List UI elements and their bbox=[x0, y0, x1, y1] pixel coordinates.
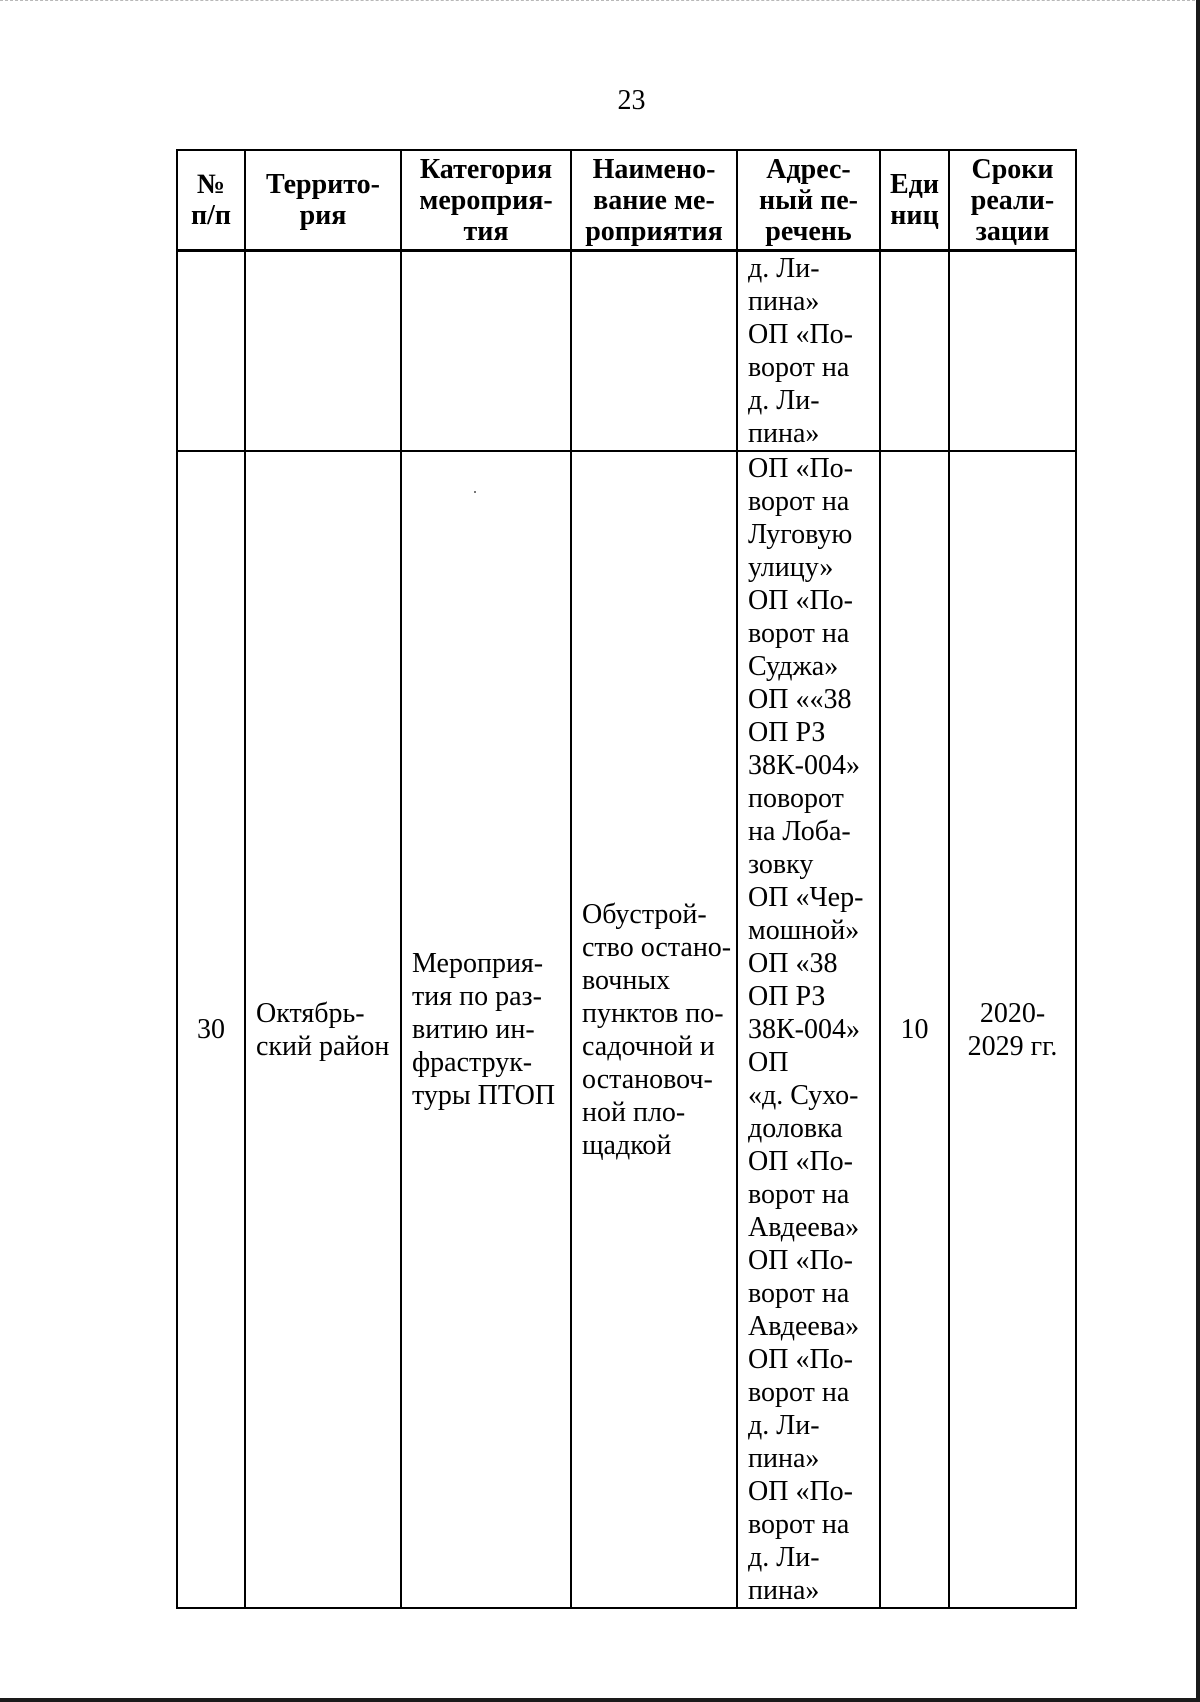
cell-number: 30 bbox=[177, 451, 245, 1608]
cell-units: 10 bbox=[880, 451, 949, 1608]
cell-terms bbox=[949, 251, 1076, 452]
header-number: № п/п bbox=[177, 150, 245, 251]
table-header-row bbox=[177, 150, 1076, 251]
cell-terms: 2020- 2029 гг. bbox=[949, 451, 1076, 1608]
cell-territory bbox=[245, 251, 401, 452]
header-terms: Сроки реали- зации bbox=[949, 150, 1076, 251]
header-units: Еди ниц bbox=[880, 150, 949, 251]
cell-name bbox=[571, 251, 737, 452]
cell-address: ОП «По- ворот на Луговую улицу» ОП «По- ворот на Суджа» ОП ««38 ОП РЗ 38К-004» поворот на Лоба- зовку ОП «Чер- мошной» ОП «38 ОП РЗ 38К-004» ОП «д. Сухо- доловка ОП «По- ворот на Авдеева» ОП «По- ворот на Авдеева» ОП «По- ворот на д. Ли- пина» ОП «По- ворот на д. Ли- пина» bbox=[737, 451, 880, 1608]
header-category: Категория мероприя- тия bbox=[401, 150, 571, 251]
scan-right-edge bbox=[1196, 0, 1200, 1702]
table-row-continuation bbox=[177, 251, 1076, 452]
scan-bottom-edge bbox=[0, 1698, 1200, 1702]
header-territory: Террито- рия bbox=[245, 150, 401, 251]
scan-top-edge bbox=[0, 0, 1200, 4]
cell-number bbox=[177, 251, 245, 452]
cell-name: Обустрой- ство остано- вочных пунктов по- садочной и остановоч- ной пло- щадкой bbox=[571, 451, 737, 1608]
page-number: 23 bbox=[617, 85, 646, 116]
measures-table bbox=[176, 149, 1077, 1609]
header-address: Адрес- ный пе- речень bbox=[737, 150, 880, 251]
cell-address: д. Ли- пина» ОП «По- ворот на д. Ли- пина» bbox=[737, 251, 880, 452]
cell-units bbox=[880, 251, 949, 452]
cell-territory: Октябрь- ский район bbox=[245, 451, 401, 1608]
cell-category: Мероприя- тия по раз- витию ин- фраструк- туры ПТОП bbox=[401, 451, 571, 1608]
cell-category bbox=[401, 251, 571, 452]
table-row-30 bbox=[177, 451, 1076, 1608]
header-name: Наимено- вание ме- роприятия bbox=[571, 150, 737, 251]
